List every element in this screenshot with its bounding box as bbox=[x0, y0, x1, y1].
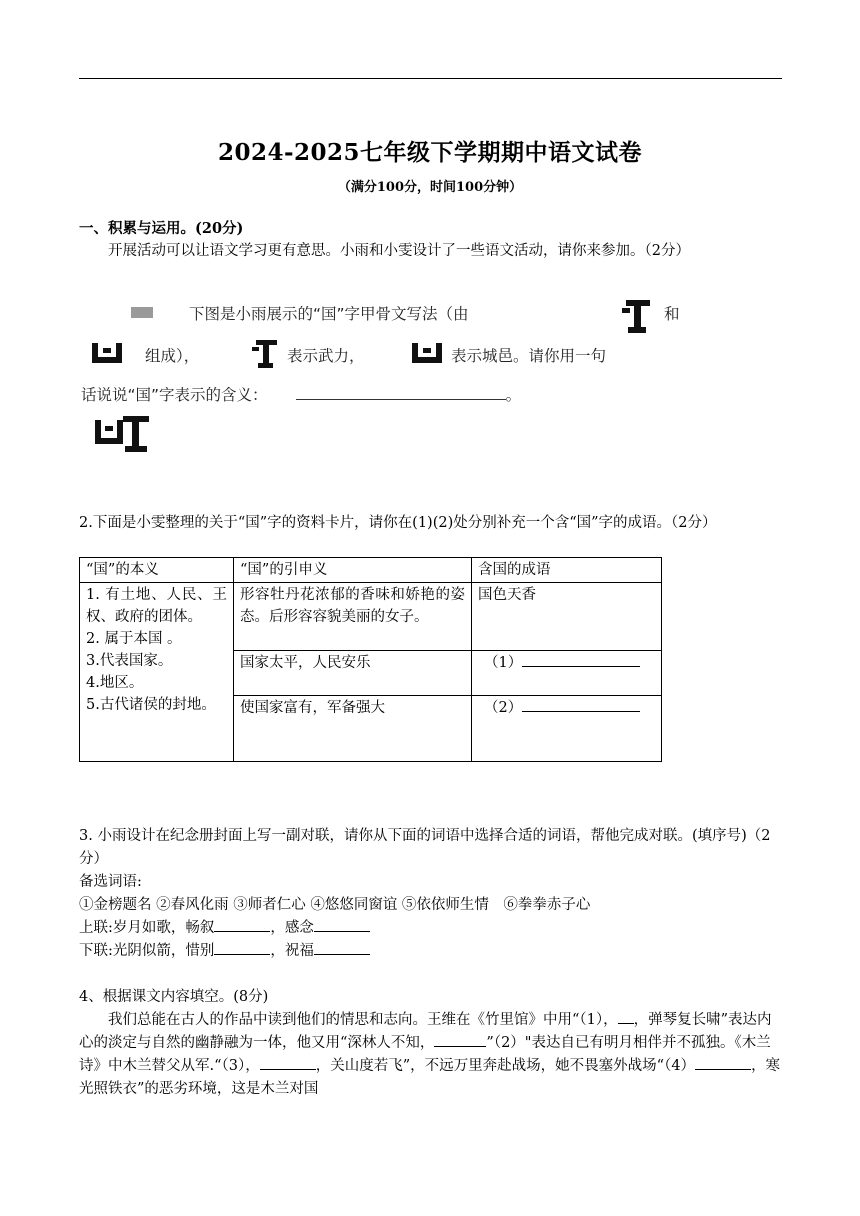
couplet-upper-blank-2[interactable] bbox=[314, 917, 370, 932]
couplet-lower-blank-1[interactable] bbox=[214, 940, 270, 955]
couplet-lower bbox=[79, 940, 785, 963]
table-row-meaning: 使国家富有，军备强大 bbox=[234, 696, 472, 762]
header-rule bbox=[79, 78, 782, 79]
q2-text: 2.下面是小雯整理的关于“国”字的资料卡片，请你在(1)(2)处分别补充一个含“国”字的成语。（2分） bbox=[79, 515, 717, 531]
q4-blank-1[interactable] bbox=[618, 1009, 634, 1024]
image-line1-end: 和 bbox=[664, 305, 680, 323]
image-line2-a: 组成）， bbox=[145, 347, 200, 365]
q3-options-label: 备选词语: bbox=[79, 874, 142, 890]
oracle-bone-question-image bbox=[79, 292, 699, 458]
table-row-meaning: 形容牡丹花浓郁的香味和娇艳的姿态。后形容容貌美丽的女子。 bbox=[234, 583, 472, 651]
image-answer-blank[interactable] bbox=[296, 385, 506, 400]
exam-subtitle: （满分100分，时间100分钟） bbox=[337, 180, 523, 195]
section-heading: 一、积累与运用。(20分) bbox=[79, 220, 244, 237]
q4-paragraph bbox=[79, 1009, 785, 1101]
ge-glyph-small-icon bbox=[251, 336, 281, 372]
couplet-lower-blank-2[interactable] bbox=[314, 940, 370, 955]
q4-blank-2[interactable] bbox=[434, 1032, 486, 1047]
idiom-number: （1） bbox=[484, 655, 523, 671]
q4-text-1: 我们总能在古人的作品中读到他们的情思和志向。王维在《竹里馆》中用“（1）， bbox=[108, 1012, 618, 1028]
couplet-upper bbox=[79, 917, 785, 940]
kou-glyph-small-icon bbox=[409, 340, 445, 366]
image-line2-b: 表示武力， bbox=[287, 347, 365, 365]
table-row-idiom-blank[interactable] bbox=[472, 696, 662, 762]
image-line3: 话说说“国”字表示的含义： bbox=[81, 386, 268, 404]
marker-square-icon bbox=[131, 307, 153, 318]
q4-blank-3[interactable] bbox=[260, 1055, 316, 1070]
guo-info-table bbox=[79, 557, 662, 762]
table-header-original: “国”的本义 bbox=[80, 558, 234, 583]
table-header-idioms: 含国的成语 bbox=[472, 558, 662, 583]
table-row-meaning: 国家太平，人民安乐 bbox=[234, 651, 472, 696]
image-line1: 下图是小雨展示的“国”字甲骨文写法（由 bbox=[189, 305, 469, 323]
q4-heading: 4、根据课文内容填空。(8分) bbox=[79, 989, 269, 1005]
couplet-upper-blank-1[interactable] bbox=[214, 917, 270, 932]
idiom-answer-blank-2[interactable] bbox=[522, 697, 640, 712]
image-line2-c: 表示城邑。请你用一句 bbox=[451, 347, 607, 365]
q3-options: ①金榜题名 ②春风化雨 ③师者仁心 ④悠悠同窗谊 ⑤依依师生情 ⑥拳拳赤子心 bbox=[79, 897, 591, 913]
section-intro: 开展活动可以让语文学习更有意思。小雨和小雯设计了一些语文活动，请你来参加。（2分） bbox=[108, 243, 690, 259]
q3-text: 3. 小雨设计在纪念册封面上写一副对联，请你从下面的词语中选择合适的词语，帮他完成对联。(填序号)（2分） bbox=[79, 828, 771, 867]
image-line3-end: 。 bbox=[505, 386, 522, 404]
guo-oracle-glyph-icon bbox=[93, 410, 155, 456]
table-header-extended: “国”的引申义 bbox=[234, 558, 472, 583]
couplet-upper-part2: ，感念 bbox=[270, 920, 314, 936]
kou-glyph-icon bbox=[89, 340, 125, 366]
couplet-lower-part1: 下联:光阴似箭，惜别 bbox=[79, 943, 215, 959]
q4-text-3: ”（2）"表达自已有明月相伴并不孤独。《木兰诗》中木兰替父从军.“（3）， bbox=[79, 1035, 771, 1074]
q4-blank-4[interactable] bbox=[695, 1055, 751, 1070]
table-original-meanings: 1. 有土地、人民、王权、政府的团体。 2. 属于本国 。 3.代表国家。 4.地区。 5.古代诸侯的封地。 bbox=[80, 583, 234, 762]
ge-glyph-icon bbox=[620, 294, 654, 338]
q4-text-4: ，关山度若飞”，不远万里奔赴战场，她不畏塞外战场“（4） bbox=[315, 1058, 696, 1074]
exam-title: 2024-2025七年级下学期期中语文试卷 bbox=[217, 139, 643, 166]
q4-text-2: ，弹琴复长啸”表达内心的淡定与自然的幽静融为一体，他又用“深林人不知， bbox=[79, 1012, 772, 1051]
table-row-idiom: 国色天香 bbox=[472, 583, 662, 651]
idiom-number: （2） bbox=[484, 700, 523, 716]
table-row-idiom-blank[interactable] bbox=[472, 651, 662, 696]
couplet-upper-part1: 上联:岁月如歌，畅叙 bbox=[79, 920, 215, 936]
couplet-lower-part2: ，祝福 bbox=[270, 943, 314, 959]
idiom-answer-blank-1[interactable] bbox=[522, 652, 640, 667]
q4-text-5: ，寒光照铁衣”的恶劣环境，这是木兰对国 bbox=[79, 1058, 781, 1097]
